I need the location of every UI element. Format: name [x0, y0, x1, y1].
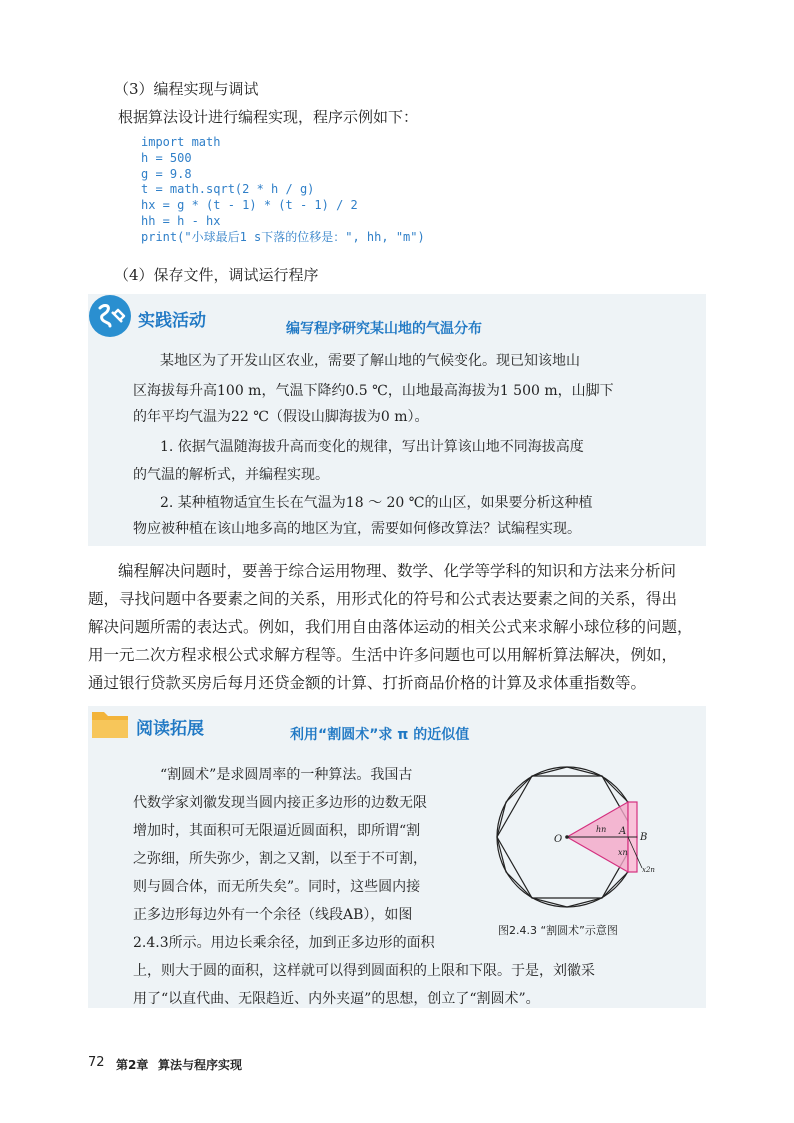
circle-cutting-figure	[482, 762, 692, 922]
code-line: import math	[141, 135, 221, 149]
practice-line: 的年平均气温为22 ℃（假设山脚海拔为0 m）。	[133, 409, 429, 425]
code-line: hh = h - hx	[141, 213, 221, 228]
body-line: 题，寻找问题中各要素之间的关系，用形式化的符号和公式表达要素之间的关系，得出	[88, 590, 678, 608]
figure-caption: 图2.4.3 “割圆术”示意图	[498, 924, 618, 937]
practice-line: 1. 依据气温随海拔升高而变化的规律，写出计算该山地不同海拔高度	[160, 439, 584, 455]
footer-chapter: 第2章	[116, 1058, 149, 1072]
code-line: t = math.sqrt(2 * h / g)	[141, 182, 315, 197]
reading-line: 上，则大于圆的面积，这样就可以得到圆面积的上限和下限。于是，刘徽采	[133, 963, 595, 979]
reading-line: 之弥细，所失弥少，割之又割，以至于不可割，	[133, 851, 427, 867]
reading-line: 增加时，其面积可无限逼近圆面积，即所谓“割	[133, 823, 421, 839]
practice-subtitle: 编写程序研究某山地的气温分布	[286, 321, 482, 337]
reading-subtitle: 利用“割圆术”求 π 的近似值	[290, 727, 470, 743]
label-O: O	[554, 834, 563, 845]
center-dot	[565, 835, 569, 839]
reading-line: 正多边形每边外有一个余径（线段AB），如图	[133, 907, 413, 923]
code-line: print("小球最后1 s下落的位移是：", hh, "m")	[141, 229, 425, 244]
body-line: 通过银行贷款买房后每月还贷金额的计算、打折商品价格的计算及求体重指数等。	[88, 674, 647, 692]
body-line: 编程解决问题时，要善于综合运用物理、数学、化学等学科的知识和方法来分析问	[118, 562, 677, 580]
body-line: 用一元二次方程求根公式求解方程等。生活中许多问题也可以用解析算法解决，例如，	[88, 646, 678, 664]
reading-line: 代数学家刘徽发现当圆内接正多边形的边数无限	[133, 795, 427, 811]
folder-icon	[90, 706, 132, 742]
code-line: hx = g * (t - 1) * (t - 1) / 2	[141, 198, 358, 213]
section-3-intro: 根据算法设计进行编程实现，程序示例如下：	[118, 108, 419, 126]
code-block	[141, 135, 425, 246]
practice-line: 区海拔每升高100 m，气温下降约0.5 ℃，山地最高海拔为1 500 m，山脚下	[133, 383, 614, 399]
body-line: 解决问题所需的表达式。例如，我们用自由落体运动的相关公式来求解小球位移的问题，	[88, 618, 693, 636]
reading-line: 用了“以直代曲、无限趋近、内外夹逼”的思想，创立了“割圆术”。	[133, 991, 540, 1007]
page-number: 72	[88, 1055, 105, 1070]
practice-line: 的气温的解析式，并编程实现。	[133, 467, 329, 483]
practice-line: 物应被种植在该山地多高的地区为宜，需要如何修改算法？试编程实现。	[133, 521, 581, 537]
reading-label: 阅读拓展	[136, 719, 204, 739]
label-A: A	[619, 826, 627, 837]
practice-line: 2. 某种植物适宜生长在气温为18 ～ 20 ℃的山区，如果要分析这种植	[160, 495, 593, 511]
label-x2n: x2n	[642, 866, 655, 874]
label-hn: hn	[596, 825, 607, 834]
practice-activity-icon	[88, 294, 134, 340]
label-xn: xn	[618, 848, 628, 857]
practice-line: 某地区为了开发山区农业，需要了解山地的气候变化。现已知该地山	[160, 353, 580, 369]
section-4-heading: （4）保存文件，调试运行程序	[114, 266, 319, 284]
reading-line: 2.4.3所示。用边长乘余径，加到正多边形的面积	[133, 935, 435, 951]
section-3-heading: （3）编程实现与调试	[114, 80, 259, 98]
label-B: B	[640, 832, 648, 843]
reading-line: “割圆术”是求圆周率的一种算法。我国古	[160, 767, 413, 783]
code-line: g = 9.8	[141, 166, 192, 181]
code-line: h = 500	[141, 150, 192, 165]
practice-label: 实践活动	[138, 311, 206, 331]
reading-line: 则与圆合体，而无所失矣”。同时，这些圆内接	[133, 879, 421, 895]
footer-chapter-title: 算法与程序实现	[158, 1058, 243, 1072]
